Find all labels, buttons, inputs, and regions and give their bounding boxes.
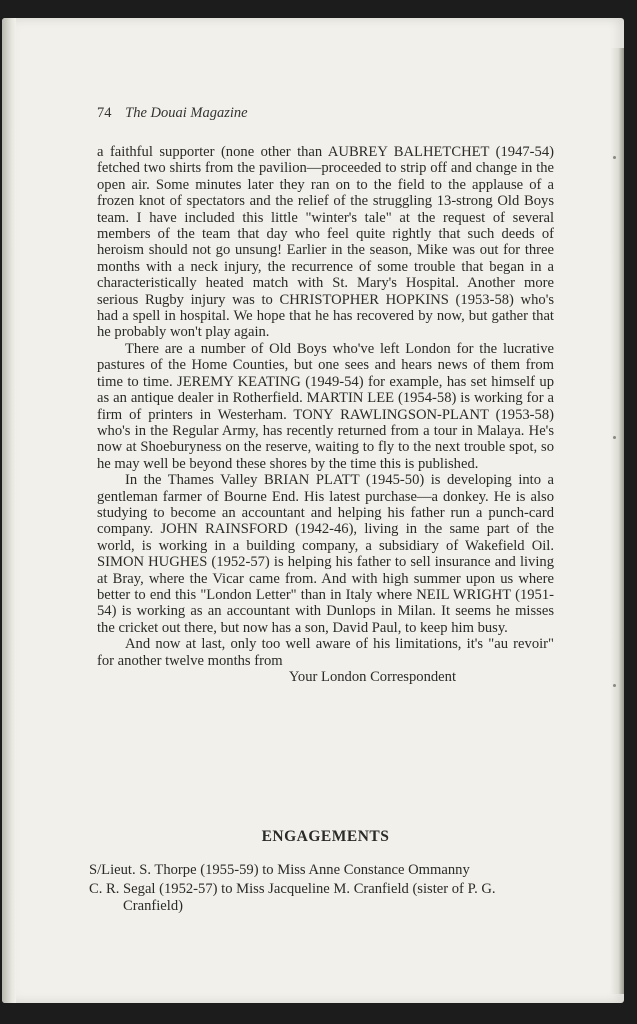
margin-mark <box>613 684 616 687</box>
page-number: 74 <box>97 105 112 121</box>
margin-mark <box>613 436 616 439</box>
engagements-list <box>89 862 554 917</box>
publication-title: The Douai Magazine <box>125 105 248 121</box>
paragraph: a faithful supporter (none other than AUBREY BALHETCHET (1947-54) fetched two shirts from the pavilion—proceeded to strip off and change in the open air. Some minutes later they ran on to the field to the applause of a frozen knot of spectators and the relief of the struggling 13-strong Old Boys team. I have included this little "winter's tale" at the request of several members of the team that day who feel quite rightly that such deeds of heroism should not go unsung! Earlier in the season, Mike was out for three months with a neck injury, the recurrence of some trouble that began in a characteristically heated match with St. Mary's Hospital. Another more serious Rugby injury was to CHRISTOPHER HOPKINS (1953-58) who's had a spell in hospital. We hope that he has recovered by now, but gather that he probably won't play again. <box>97 144 554 341</box>
book-spine-shadow <box>2 18 16 1003</box>
signoff: Your London Correspondent <box>288 669 456 685</box>
article-body <box>97 144 554 685</box>
paragraph: And now at last, only too well aware of his limitations, it's "au revoir" for another twelve months from <box>97 636 554 669</box>
engagement-item: S/Lieut. S. Thorpe (1955-59) to Miss Anne Constance Ommanny <box>89 862 470 878</box>
paragraph: There are a number of Old Boys who've left London for the lucrative pastures of the Home Counties, but one sees and hears news of them from time to time. JEREMY KEATING (1949-54) for example, has set himself up as an antique dealer in Rotherfield. MARTIN LEE (1954-58) is working for a firm of printers in Westerham. TONY RAWLINGSON-PLANT (1953-58) who's in the Regular Army, has recently returned from a tour in Malaya. He's now at Shoeburyness on the reserve, waiting to fly to the next trouble spot, so he may well be beyond these shores by the time this is published. <box>97 340 554 472</box>
paragraph: In the Thames Valley BRIAN PLATT (1945-50) is developing into a gentleman farmer of Bourne End. His latest purchase—a donkey. He is also studying to become an accountant and helping his father run a punch-card company. JOHN RAINSFORD (1942-46), living in the same part of the world, is working in a building company, a subsidiary of Wakefield Oil. SIMON HUGHES (1952-57) is helping his father to sell insurance and living at Bray, where the Vicar came from. And with high summer upon us where better to end this "London Letter" than in Italy where NEIL WRIGHT (1951-54) is working as an accountant with Dunlops in Milan. It seems he misses the cricket out there, but now has a son, David Paul, to keep him busy. <box>97 472 554 636</box>
running-header <box>97 105 248 122</box>
section-heading: ENGAGEMENTS <box>261 828 390 845</box>
margin-mark <box>613 156 616 159</box>
engagement-item: C. R. Segal (1952-57) to Miss Jacqueline M. Cranfield (sister of P. G. Cranfield) <box>89 881 496 914</box>
page-edge-shadow <box>610 48 624 994</box>
